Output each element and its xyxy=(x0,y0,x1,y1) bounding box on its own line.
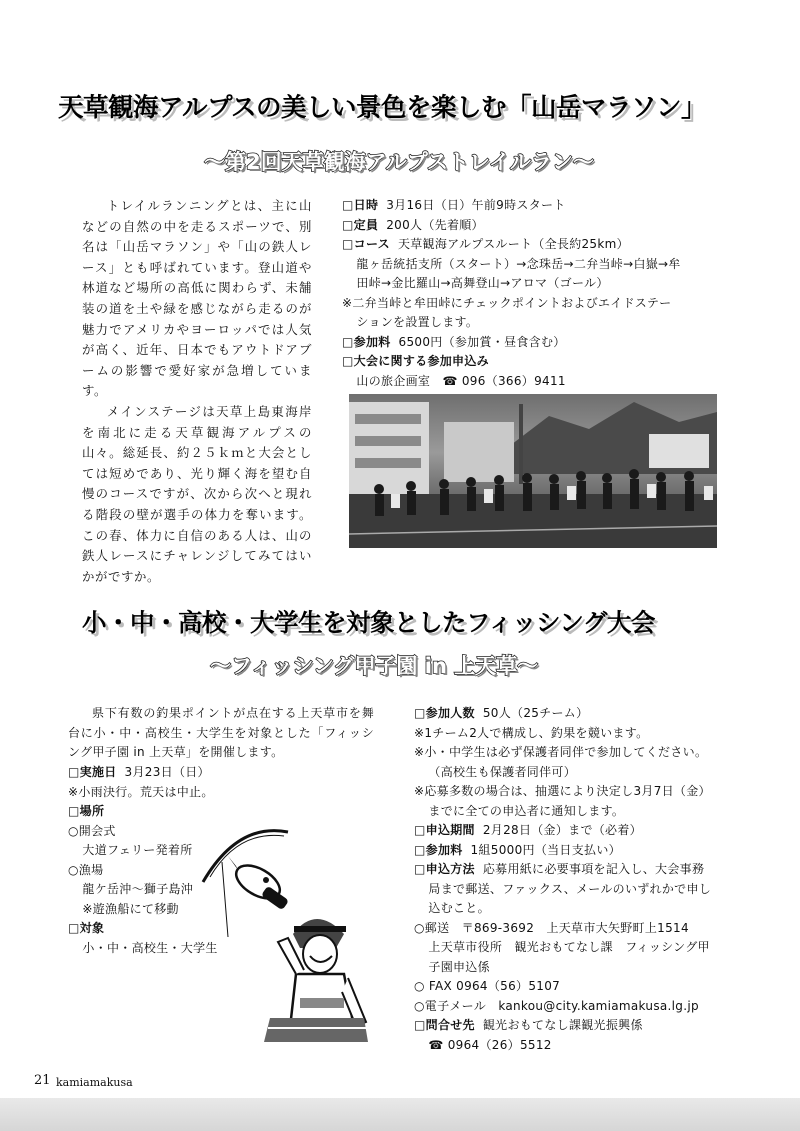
fishing-place-label: □場所 xyxy=(68,804,105,818)
trail-course-label: □コース xyxy=(342,237,390,251)
fishing-info-right xyxy=(414,704,711,1055)
fishing-fax-line: ○ FAX 0964（56）5107 xyxy=(414,979,561,993)
fishing-method-label: □申込方法 xyxy=(414,862,475,876)
fishing-spot-value: 龍ケ岳沖～獅子島沖 xyxy=(82,882,194,896)
trail-intro-p2: メインステージは天草上島東海岸を南北に走る天草観海アルプスの山々。総延長、約２５ｋｍと大会としては短めであり、光り輝く海を望む自慢のコースですが、次から次へと現れる階段の壁が選手の体力を奪います。この春、体力に自信のある人は、山の鉄人レースにチャレンジしてみてはいかがですか。 xyxy=(82,403,312,584)
angler-illustration xyxy=(198,822,368,1042)
fishing-method-value1: 応募用紙に必要事項を記入し、大会事務 xyxy=(482,862,705,876)
trail-info xyxy=(342,196,681,391)
trail-intro xyxy=(82,196,312,587)
fishing-target-value: 小・中・高校生・大学生 xyxy=(82,940,218,955)
fishing-lottery-note2: までに全ての申込者に通知します。 xyxy=(428,803,625,818)
fishing-method-value2: 局まで郵送、ファックス、メールのいずれかで申し xyxy=(428,881,712,896)
trail-course-line3: 田峠→金比羅山→高舞登山→アロマ（ゴール） xyxy=(356,276,609,290)
trail-checkpoint-line1: ※二弁当峠と牟田峠にチェックポイントおよびエイドステー xyxy=(342,295,672,310)
magazine-name: kamiamakusa xyxy=(56,1076,133,1089)
trail-apply-phone: ☎ 096（366）9411 xyxy=(442,373,566,388)
fishing-participants-value: 50人（25チーム） xyxy=(482,706,589,720)
fishing-period-label: □申込期間 xyxy=(414,823,475,837)
trail-capacity-label: □定員 xyxy=(342,217,379,232)
fishing-date-value: 3月23日（日） xyxy=(124,765,210,779)
marathon-photo-graphic xyxy=(349,394,717,548)
trail-course-value: 天草観海アルプスルート（全長約25km） xyxy=(397,237,629,251)
fishing-guardian-note1: ※小・中学生は必ず保護者同伴で参加してください。 xyxy=(414,745,708,759)
fishing-contact-label: □問合せ先 xyxy=(414,1018,475,1032)
fishing-mail-line2: 上天草市役所 観光おもてなし課 フィッシング甲 xyxy=(428,940,710,954)
fishing-lottery-note1: ※応募多数の場合は、抽選により決定し3月7日（金） xyxy=(414,784,711,798)
fishing-target-label: □対象 xyxy=(68,921,105,935)
fishing-boat-note: ※遊漁船にて移動 xyxy=(82,901,179,916)
fishing-info-left xyxy=(68,763,218,958)
trail-checkpoint-line2: ションを設置します。 xyxy=(356,315,479,329)
trail-date-label: □日時 xyxy=(342,198,379,212)
fishing-guardian-note2: （高校生も保護者同伴可） xyxy=(428,764,576,779)
fishing-mail-line3: 子園申込係 xyxy=(428,959,490,974)
page-number: 21 xyxy=(34,1073,51,1088)
trail-apply-label: □大会に関する参加申込み xyxy=(342,354,489,368)
trail-capacity-value: 200人（先着順） xyxy=(386,217,484,232)
trail-intro-p1: トレイルランニングとは、主に山などの自然の中を走るスポーツで、別名は「山岳マラソン」や「山の鉄人レース」とも呼ばれています。登山道や林道など場所の高低に関わらず、未舗装の道を土や緑を感じながら走るのが魅力でアメリカやヨーロッパでは人気が高く、近年、日本でもアウトドアブームの影響で愛好家が急増しています。 xyxy=(82,198,312,399)
fishing-date-note: ※小雨決行。荒天は中止。 xyxy=(68,784,214,799)
marathon-photo xyxy=(349,394,717,548)
fishing-team-note: ※1チーム2人で構成し、釣果を競います。 xyxy=(414,725,649,740)
trail-fee-label: □参加料 xyxy=(342,334,391,349)
fishing-email-line: ○電子メール kankou@city.kamiamakusa.lg.jp xyxy=(414,998,699,1013)
fishing-method-value3: 込むこと。 xyxy=(428,901,490,915)
trail-apply-org: 山の旅企画室 xyxy=(356,373,431,388)
fishing-subtitle: ～フィッシング甲子園 in 上天草～ xyxy=(210,654,539,678)
fishing-fee-value: 1組5000円（当日支払い） xyxy=(470,842,621,857)
fishing-opening-value: 大道フェリー発着所 xyxy=(82,843,193,857)
fishing-participants-label: □参加人数 xyxy=(414,706,475,720)
fishing-period-value: 2月28日（金）まで（必着） xyxy=(482,823,642,837)
fishing-spot-label: ○漁場 xyxy=(68,862,104,877)
trail-title: 天草観海アルプスの美しい景色を楽しむ「山岳マラソン」 xyxy=(58,93,706,123)
fishing-contact-value: 観光おもてなし課観光振興係 xyxy=(482,1018,643,1032)
fishing-contact-phone: ☎ 0964（26）5512 xyxy=(428,1037,552,1052)
fishing-date-label: □実施日 xyxy=(68,765,117,779)
trail-subtitle: ～第2回天草観海アルプストレイルラン～ xyxy=(204,150,594,174)
fishing-intro: 県下有数の釣果ポイントが点在する上天草市を舞台に小・中・高校生・大学生を対象とした「フィッシング甲子園 in 上天草」を開催します。 xyxy=(68,706,374,759)
fishing-mail-line1: ○郵送 〒869-3692 上天草市大矢野町上1514 xyxy=(414,920,689,935)
fishing-opening-label: ○開会式 xyxy=(68,823,116,838)
trail-date-value: 3月16日（日）午前9時スタート xyxy=(386,198,566,212)
fishing-title: 小・中・高校・大学生を対象としたフィッシング大会 xyxy=(82,608,655,637)
trail-fee-value: 6500円（参加賞・昼食含む） xyxy=(398,334,566,349)
fishing-fee-label: □参加料 xyxy=(414,842,463,857)
page-footer xyxy=(0,1068,800,1131)
footer-bar xyxy=(0,1098,800,1131)
trail-course-line2: 龍ヶ岳統括支所（スタート）→念珠岳→二弁当峠→白嶽→牟 xyxy=(356,256,681,271)
